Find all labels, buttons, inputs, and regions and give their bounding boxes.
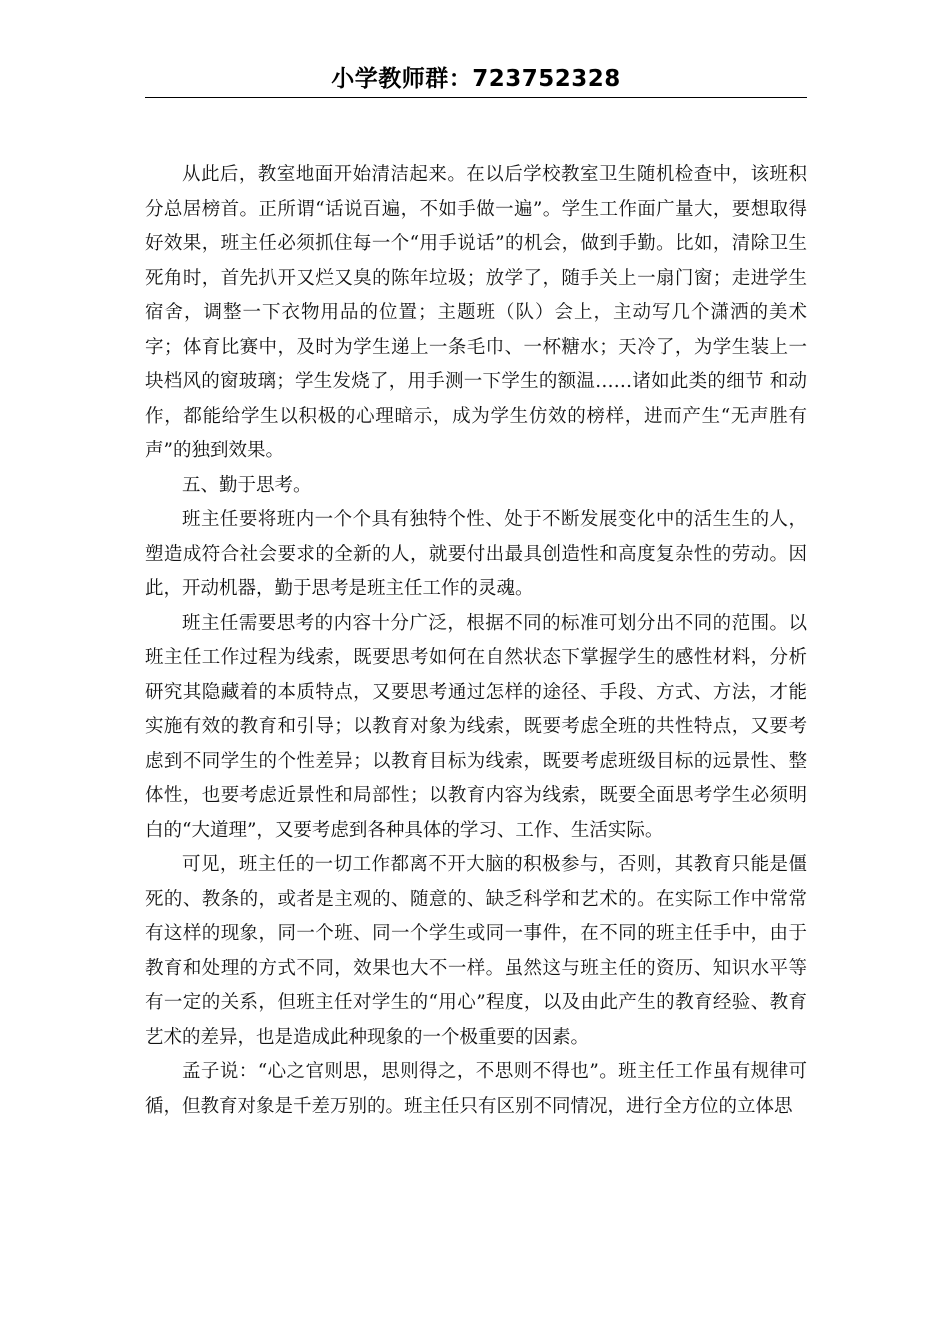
paragraph-think-content: 班主任需要思考的内容十分广泛，根据不同的标准可划分出不同的范围。以班主任工作过程为线索，既要思考如何在自然状态下掌握学生的感性材料，分析研究其隐藏着的本质特点，又要思考通过怎样的途径、手段、方式、方法，才能实施有效的教育和引导；以教育对象为线索，既要考虑全班的共性特点，又要考虑到不同学生的个性差异；以教育目标为线索，既要考虑班级目标的远景性、整体性，也要考虑近景性和局部性；以教育内容为线索，既要全面思考学生必须明白的“大道理”，又要考虑到各种具体的学习、工作、生活实际。 <box>145 612 807 841</box>
header-title: 小学教师群：723752328 <box>331 66 621 92</box>
page-header <box>145 62 807 96</box>
paragraph-think-importance: 可见，班主任的一切工作都离不开大脑的积极参与，否则，其教育只能是僵死的、教条的，或者是主观的、随意的、缺乏科学和艺术的。在实际工作中常常有这样的现象，同一个班、同一个学生或同一事件，在不同的班主任手中，由于教育和处理的方式不同，效果也大不一样。虽然这与班主任的资历、知识水平等有一定的关系，但班主任对学生的“用心”程度，以及由此产生的教育经验、教育艺术的差异，也是造成此种现象的一个极重要的因素。 <box>145 854 807 1048</box>
paragraph-think-intro: 班主任要将班内一个个具有独特个性、处于不断发展变化中的活生生的人，塑造成符合社会要求的全新的人，就要付出最具创造性和高度复杂性的劳动。因此，开动机器，勤于思考是班主任工作的灵魂。 <box>145 509 807 599</box>
header-divider <box>145 97 807 98</box>
paragraph-cleanliness-example: 从此后，教室地面开始清洁起来。在以后学校教室卫生随机检查中，该班积分总居榜首。正所谓“话说百遍，不如手做一遍”。学生工作面广量大，要想取得好效果，班主任必须抓住每一个“用手说话”的机会，做到手勤。比如，清除卫生死角时，首先扒开又烂又臭的陈年垃圾；放学了，随手关上一扇门窗；走进学生宿舍，调整一下衣物用品的位置；主题班（队）会上，主动写几个潇洒的美术字；体育比赛中，及时为学生递上一条毛巾、一杯糖水；天冷了，为学生装上一块档风的窗玻璃；学生发烧了，用手测一下学生的额温……诸如此类的细节 和动作，都能给学生以积极的心理暗示，成为学生仿效的榜样，进而产生“无声胜有声”的独到效果。 <box>145 164 807 461</box>
section-heading-think: 五、勤于思考。 <box>182 474 312 496</box>
document-body <box>145 158 807 1124</box>
paragraph-mencius-quote: 孟子说：“心之官则思，思则得之，不思则不得也”。班主任工作虽有规律可循，但教育对象是千差万别的。班主任只有区别不同情况，进行全方位的立体思 <box>145 1061 807 1117</box>
